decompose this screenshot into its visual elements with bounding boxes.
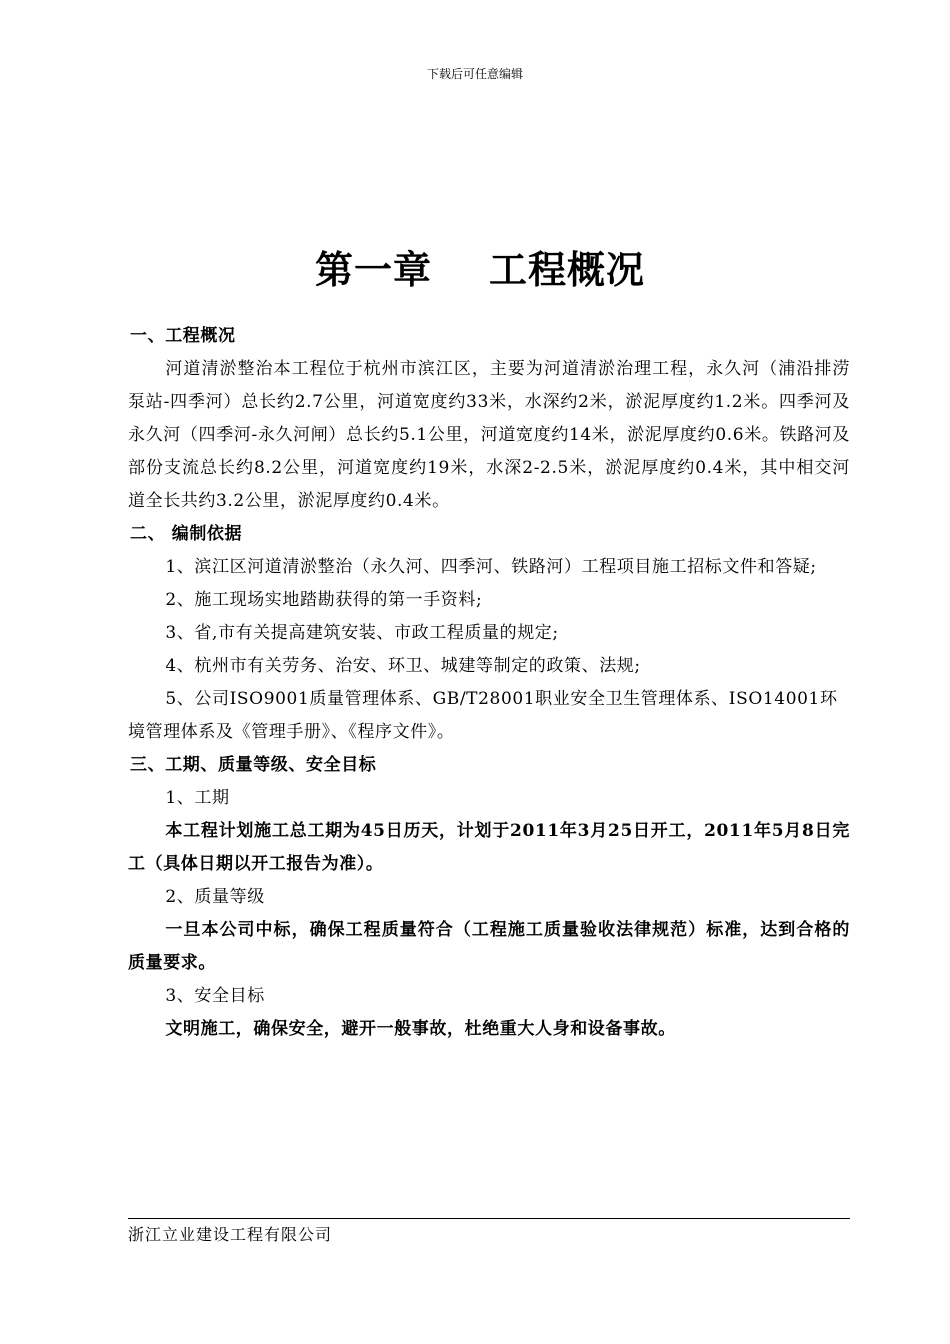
chapter-title: 第一章 工程概况 bbox=[315, 247, 645, 292]
section-heading-overview: 一、工程概况 bbox=[130, 326, 236, 346]
quality-label: 2、质量等级 bbox=[165, 887, 265, 907]
footer-company: 浙江立业建设工程有限公司 bbox=[128, 1225, 333, 1244]
basis-item-3: 3、省,市有关提高建筑安装、市政工程质量的规定; bbox=[165, 623, 559, 643]
footer-divider bbox=[128, 1218, 850, 1219]
period-text: 本工程计划施工总工期为45日历天，计划于2011年3月25日开工，2011年5月8日完工（具体日期以开工报告为准）。 bbox=[128, 821, 850, 874]
overview-paragraph: 河道清淤整治本工程位于杭州市滨江区，主要为河道清淤治理工程，永久河（浦沿排涝泵站-四季河）总长约2.7公里，河道宽度约33米，水深约2米，淤泥厚度约1.2米。四季河及永久河（四季河-永久河闸）总长约5.1公里，河道宽度约14米，淤泥厚度约0.6米。铁路河及部份支流总长约8.2公里，河道宽度约19米，水深2-2.5米，淤泥厚度约0.4米，其中相交河道全长共约3.2公里，淤泥厚度约0.4米。 bbox=[128, 359, 850, 511]
quality-text: 一旦本公司中标，确保工程质量符合（工程施工质量验收法律规范）标准，达到合格的质量要求。 bbox=[128, 920, 850, 973]
basis-item-2: 2、施工现场实地踏勘获得的第一手资料; bbox=[165, 590, 483, 610]
safety-text: 文明施工，确保安全，避开一般事故，杜绝重大人身和设备事故。 bbox=[165, 1019, 676, 1039]
safety-label: 3、安全目标 bbox=[165, 986, 265, 1006]
page-header-note: 下载后可任意编辑 bbox=[426, 67, 523, 81]
basis-item-1: 1、滨江区河道清淤整治（永久河、四季河、铁路河）工程项目施工招标文件和答疑; bbox=[165, 557, 817, 577]
basis-item-4: 4、杭州市有关劳务、治安、环卫、城建等制定的政策、法规; bbox=[165, 656, 641, 676]
period-label: 1、工期 bbox=[165, 788, 230, 808]
section-heading-basis: 二、 编制依据 bbox=[130, 524, 243, 544]
document-body bbox=[128, 320, 850, 1046]
basis-item-5: 5、公司ISO9001质量管理体系、GB/T28001职业安全卫生管理体系、ISO14001环境管理体系及《管理手册》、《程序文件》。 bbox=[128, 689, 838, 742]
section-heading-targets: 三、工期、质量等级、安全目标 bbox=[130, 755, 377, 775]
